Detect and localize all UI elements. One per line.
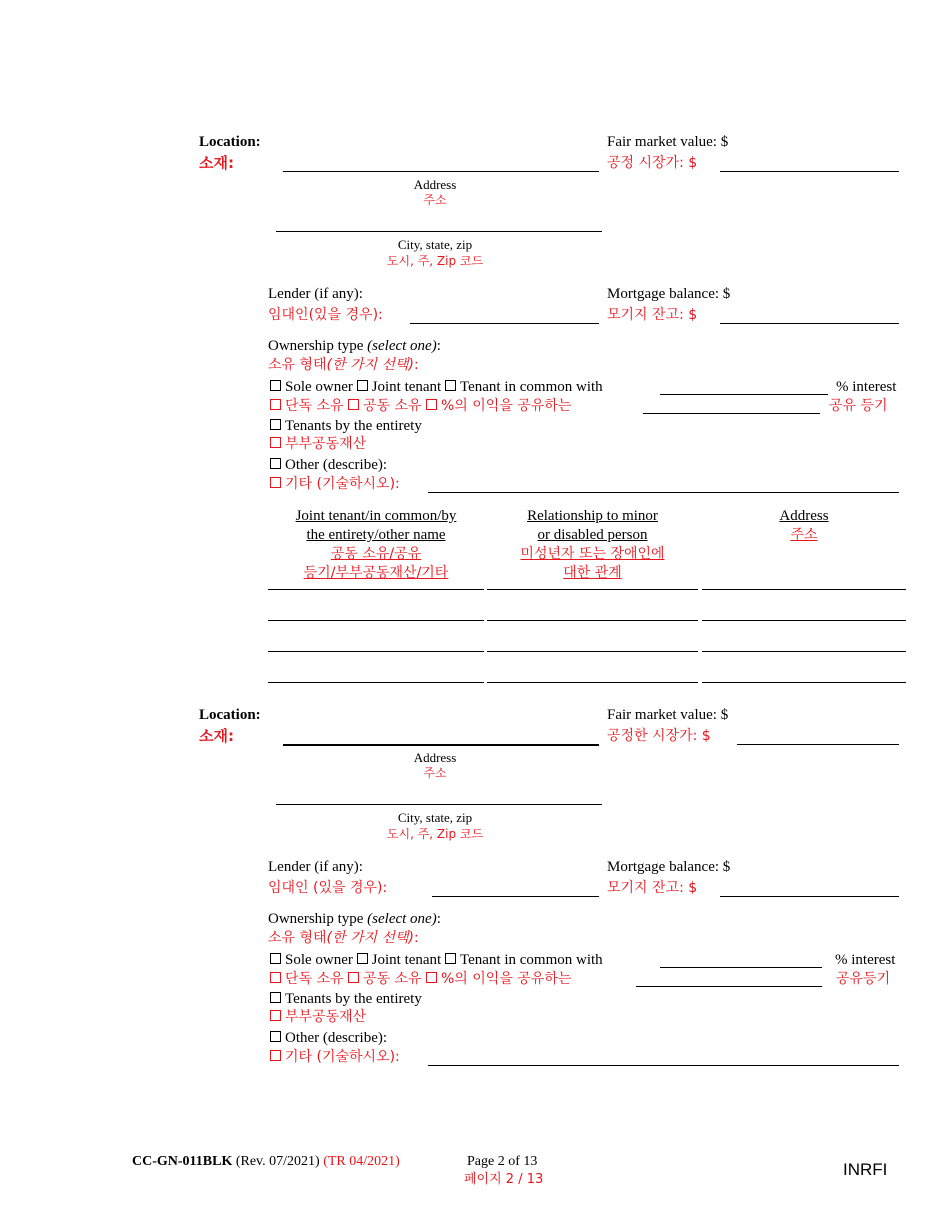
other-checkbox[interactable] [270, 1031, 281, 1042]
sole-owner-checkbox-ko[interactable] [270, 972, 281, 983]
table-cell[interactable] [268, 651, 484, 652]
entirety-checkbox[interactable] [270, 419, 281, 430]
other-label-ko: 기타 (기술하시오): [285, 476, 400, 492]
table-cell[interactable] [487, 651, 698, 652]
joint-tenant-checkbox-ko[interactable] [348, 399, 359, 410]
address-caption: Address [413, 750, 457, 765]
sole-owner-label: Sole owner [285, 952, 353, 968]
other-checkbox-ko[interactable] [270, 477, 281, 488]
sole-owner-checkbox[interactable] [270, 953, 281, 964]
other-option-ko [270, 475, 400, 493]
joint-tenant-label-ko: 공동 소유 [363, 971, 422, 987]
tenant-in-common-checkbox-ko[interactable] [426, 972, 437, 983]
sole-owner-checkbox[interactable] [270, 380, 281, 391]
table-cell[interactable] [702, 620, 906, 621]
tenant-in-common-label-ko: %의 이익을 공유하는 [441, 971, 572, 987]
entirety-label-ko: 부부공동재산 [285, 436, 367, 452]
fair-market-label: Fair market value: $ [607, 707, 729, 723]
mortgage-field[interactable] [720, 323, 899, 324]
table-cell[interactable] [268, 589, 484, 590]
location-label-ko: 소재: [199, 154, 234, 172]
joint-tenant-checkbox[interactable] [357, 380, 368, 391]
ownership-options-row-ko [270, 970, 571, 988]
table-cell[interactable] [268, 620, 484, 621]
other-option-ko [270, 1048, 400, 1066]
city-caption-ko: 도시, 주, Zip 코드 [386, 827, 484, 841]
interest-percent-field-ko[interactable] [636, 986, 822, 987]
fair-market-field[interactable] [720, 171, 899, 172]
sole-owner-label-ko: 단독 소유 [285, 971, 344, 987]
entirety-option [270, 417, 422, 435]
location-address-field[interactable] [283, 744, 599, 746]
mortgage-label: Mortgage balance: $ [607, 286, 731, 302]
other-label-ko: 기타 (기술하시오): [285, 1049, 400, 1065]
table-cell[interactable] [702, 651, 906, 652]
ownership-options-row [270, 951, 603, 969]
address-caption: Address [413, 177, 457, 192]
joint-tenant-label: Joint tenant [371, 379, 442, 395]
ownership-label-ko: 소유 형태(한 가지 선택): [268, 357, 419, 373]
city-caption: City, state, zip [397, 237, 473, 252]
address-caption-ko: 주소 [423, 193, 447, 207]
city-caption: City, state, zip [397, 810, 473, 825]
entirety-label-ko: 부부공동재산 [285, 1009, 367, 1025]
tenant-in-common-checkbox[interactable] [445, 953, 456, 964]
col3-header: Address 주소 [779, 508, 829, 543]
entirety-option [270, 990, 422, 1008]
lender-field[interactable] [432, 896, 599, 897]
interest-percent-field[interactable] [660, 394, 828, 395]
col1-header: Joint tenant/in common/by the entirety/other name 공동 소유/공유 등기/부부공동재산/기타 [295, 508, 457, 581]
lender-label: Lender (if any): [268, 859, 363, 875]
tenant-in-common-label: Tenant in common with [459, 952, 603, 968]
joint-tenant-label: Joint tenant [371, 952, 442, 968]
sole-owner-label-ko: 단독 소유 [285, 398, 344, 414]
ownership-options-row-ko [270, 397, 571, 415]
ownership-label-ko: 소유 형태(한 가지 선택): [268, 930, 419, 946]
entirety-checkbox-ko[interactable] [270, 437, 281, 448]
table-cell[interactable] [702, 682, 906, 683]
fair-market-label-ko: 공정한 시장가: $ [607, 728, 711, 744]
sole-owner-checkbox-ko[interactable] [270, 399, 281, 410]
entirety-option-ko [270, 435, 366, 453]
city-state-zip-field[interactable] [276, 804, 602, 805]
fair-market-label-ko: 공정 시장가: $ [607, 155, 698, 171]
table-cell[interactable] [268, 682, 484, 683]
other-option [270, 456, 387, 474]
interest-percent-field[interactable] [660, 967, 822, 968]
interest-label-ko: 공유 등기 [829, 398, 888, 414]
other-checkbox[interactable] [270, 458, 281, 469]
other-label: Other (describe): [285, 457, 388, 473]
ownership-label: Ownership type (select one): [268, 338, 441, 354]
address-caption-ko: 주소 [423, 766, 447, 780]
location-label-ko: 소재: [199, 727, 234, 745]
table-cell[interactable] [487, 682, 698, 683]
col2-header: Relationship to minor or disabled person 미성년자 또는 장애인에 대한 관계 [520, 508, 665, 581]
mortgage-label: Mortgage balance: $ [607, 859, 731, 875]
lender-label-ko: 임대인 (있을 경우): [268, 880, 388, 896]
joint-tenant-label-ko: 공동 소유 [363, 398, 422, 414]
other-checkbox-ko[interactable] [270, 1050, 281, 1061]
interest-percent-field-ko[interactable] [643, 413, 820, 414]
tenant-in-common-checkbox-ko[interactable] [426, 399, 437, 410]
form-id: CC-GN-011BLK (Rev. 07/2021) (TR 04/2021) [132, 1154, 400, 1169]
mortgage-label-ko: 모기지 잔고: $ [607, 880, 698, 896]
ownership-label: Ownership type (select one): [268, 911, 441, 927]
tenant-in-common-checkbox[interactable] [445, 380, 456, 391]
mortgage-field[interactable] [720, 896, 899, 897]
interest-label: % interest [835, 952, 896, 968]
entirety-label: Tenants by the entirety [285, 418, 422, 434]
other-label: Other (describe): [285, 1030, 388, 1046]
page-number-ko: 페이지 2 / 13 [464, 1172, 544, 1187]
location-label: Location: [199, 707, 261, 723]
city-caption-ko: 도시, 주, Zip 코드 [386, 254, 484, 268]
mortgage-label-ko: 모기지 잔고: $ [607, 307, 698, 323]
table-cell[interactable] [702, 589, 906, 590]
entirety-option-ko [270, 1008, 366, 1026]
other-describe-field[interactable] [428, 492, 899, 493]
fair-market-field[interactable] [737, 744, 899, 745]
lender-field[interactable] [410, 323, 599, 324]
entirety-checkbox[interactable] [270, 992, 281, 1003]
city-state-zip-field[interactable] [276, 231, 602, 232]
interest-label: % interest [836, 379, 897, 395]
tenant-in-common-label-ko: %의 이익을 공유하는 [441, 398, 572, 414]
entirety-checkbox-ko[interactable] [270, 1010, 281, 1021]
other-describe-field[interactable] [428, 1065, 899, 1066]
interest-label-ko: 공유등기 [836, 971, 891, 987]
joint-tenant-checkbox[interactable] [357, 953, 368, 964]
sole-owner-label: Sole owner [285, 379, 353, 395]
location-address-field[interactable] [283, 171, 599, 172]
lender-label: Lender (if any): [268, 286, 363, 302]
location-label: Location: [199, 134, 261, 150]
joint-tenant-checkbox-ko[interactable] [348, 972, 359, 983]
form-code: INRFI [843, 1160, 888, 1179]
table-cell[interactable] [487, 589, 698, 590]
lender-label-ko: 임대인(있을 경우): [268, 307, 383, 323]
ownership-options-row [270, 378, 603, 396]
tenant-in-common-label: Tenant in common with [459, 379, 603, 395]
entirety-label: Tenants by the entirety [285, 991, 422, 1007]
other-option [270, 1029, 387, 1047]
page-number: Page 2 of 13 [467, 1154, 538, 1169]
table-cell[interactable] [487, 620, 698, 621]
fair-market-label: Fair market value: $ [607, 134, 729, 150]
